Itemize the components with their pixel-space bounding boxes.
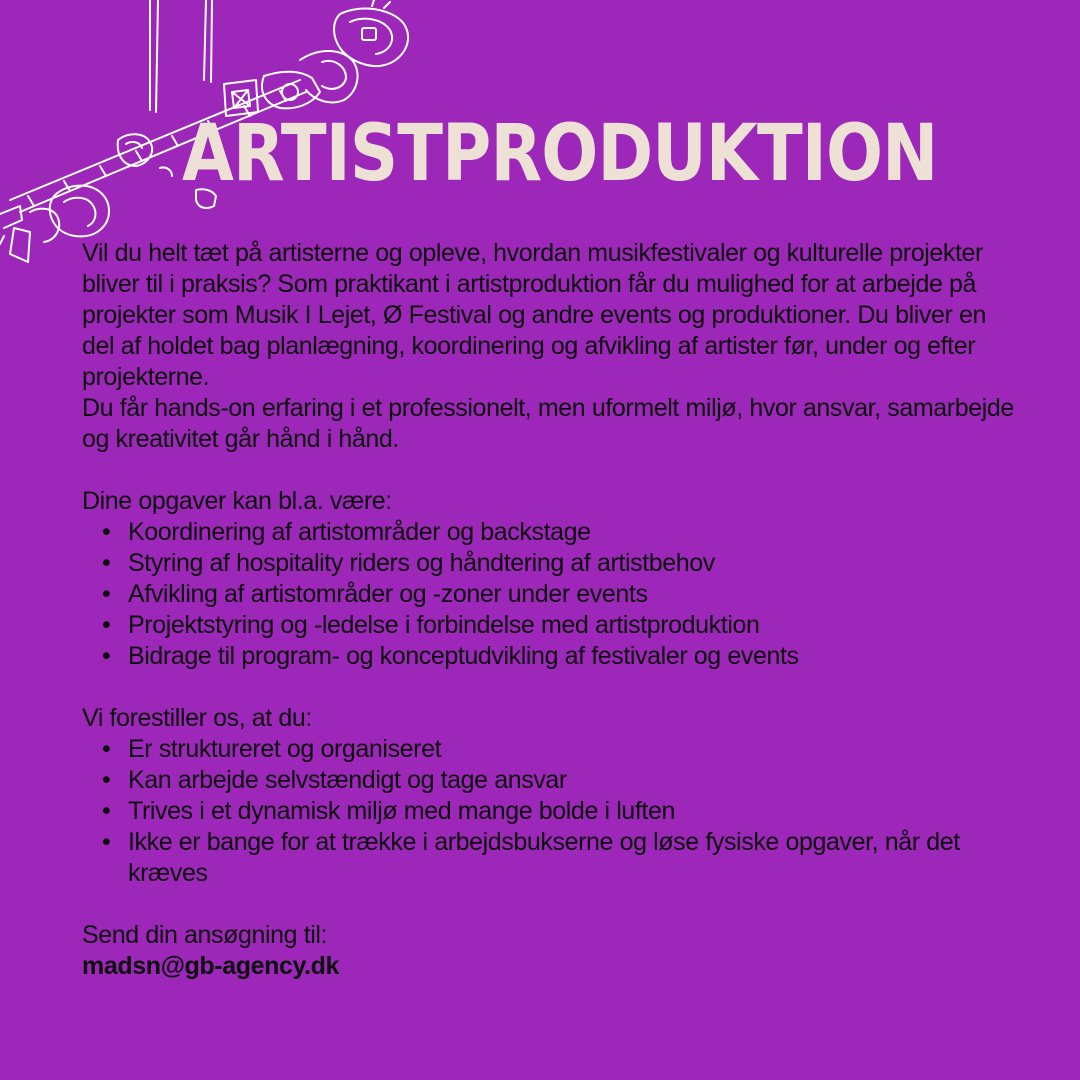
- intro-paragraph-2: Du får hands-on erfaring i et professionelt, men uformelt miljø, hvor ansvar, samarbejde og kreativitet går hånd i hånd.: [82, 394, 1014, 453]
- list-item: • Bidrage til program- og konceptudvikling af festivaler og events: [128, 641, 1022, 672]
- list-item: • Koordinering af artistområder og backstage: [128, 517, 1022, 548]
- page-title: ARTISTPRODUKTION: [182, 109, 938, 199]
- profile-list: [82, 734, 1022, 889]
- spacer: [82, 672, 1022, 703]
- spacer: [82, 455, 1022, 486]
- job-description: [82, 238, 1022, 982]
- profile-heading: Vi forestiller os, at du:: [82, 704, 312, 732]
- list-item: • Kan arbejde selvstændigt og tage ansvar: [128, 765, 1022, 796]
- intro-paragraph: Vil du helt tæt på artisterne og opleve, hvordan musikfestivaler og kulturelle projekter bliver til i praksis? Som praktikant i artistproduktion får du mulighed for at arbejde på projekter som Musik I Lejet, Ø Festival og andre events og produktioner. Du bliver en del af holdet bag planlægning, koordinering og afvikling af artister før, under og efter projekterne.: [82, 239, 986, 391]
- tasks-heading: Dine opgaver kan bl.a. være:: [82, 487, 392, 515]
- contact-label: Send din ansøgning til:: [82, 921, 328, 949]
- list-item: • Afvikling af artistområder og -zoner under events: [128, 579, 1022, 610]
- list-item: • Er struktureret og organiseret: [128, 734, 1022, 765]
- list-item: • Ikke er bange for at trække i arbejdsbukserne og løse fysiske opgaver, når det kræves: [128, 827, 1022, 889]
- list-item: • Trives i et dynamisk miljø med mange bolde i luften: [128, 796, 1022, 827]
- list-item: • Projektstyring og -ledelse i forbindelse med artistproduktion: [128, 610, 1022, 641]
- spacer: [82, 889, 1022, 920]
- tasks-list: [82, 517, 1022, 672]
- list-item: • Styring af hospitality riders og håndtering af artistbehov: [128, 548, 1022, 579]
- contact-email[interactable]: madsn@gb-agency.dk: [82, 952, 340, 980]
